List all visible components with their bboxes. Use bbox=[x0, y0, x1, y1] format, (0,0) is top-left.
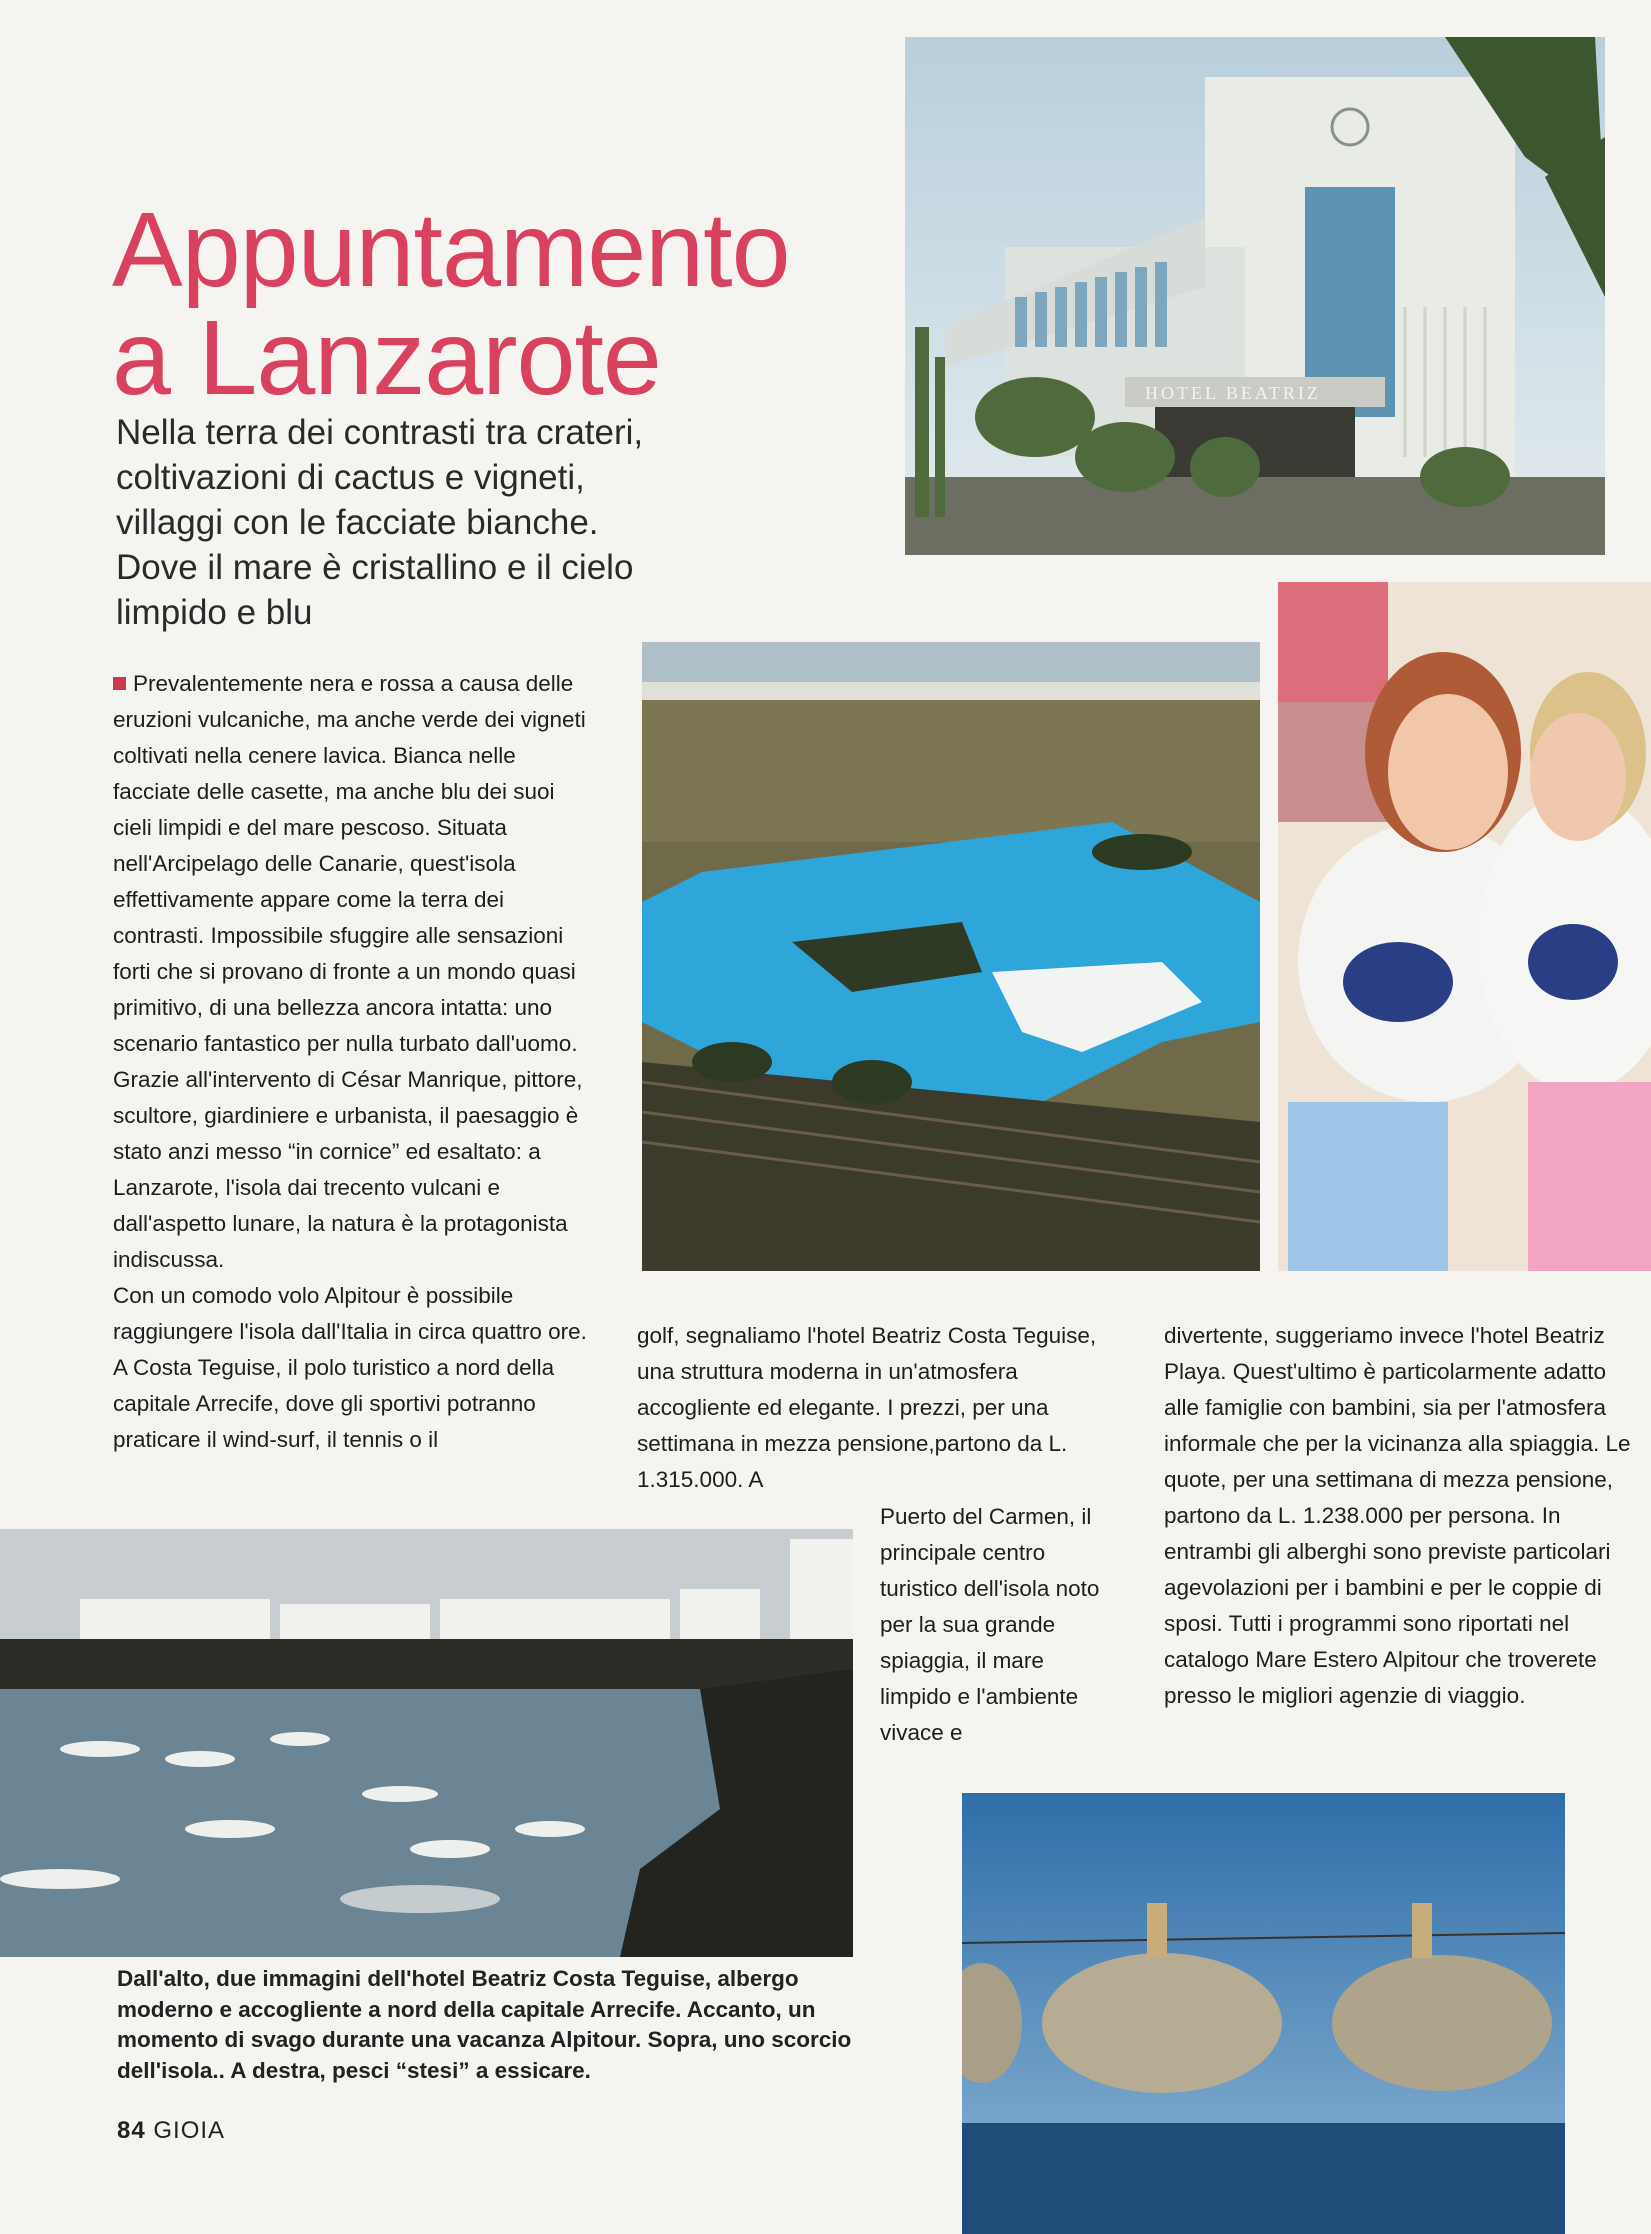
article-subtitle: Nella terra dei contrasti tra crateri, coltivazioni di cactus e vigneti, villaggi con le facciate bianche. Dove il mare è cristallino e il cielo limpido e blu bbox=[116, 413, 644, 632]
harbour-photo bbox=[0, 1529, 853, 1957]
paragraph-1 bbox=[113, 666, 593, 1278]
square-bullet-icon bbox=[113, 677, 126, 690]
hotel-sign-text: HOTEL BEATRIZ bbox=[1145, 383, 1321, 403]
article-title bbox=[112, 191, 912, 417]
page-footer bbox=[117, 2117, 225, 2145]
title-line-2: a Lanzarote bbox=[112, 299, 661, 417]
drying-fish-photo bbox=[962, 1793, 1565, 2234]
body-column-1 bbox=[113, 666, 593, 1458]
magazine-name: GIOIA bbox=[153, 2117, 226, 2144]
two-girls-photo bbox=[1278, 582, 1651, 1271]
body-column-3: divertente, suggeriamo invece l'hotel Beatriz Playa. Quest'ultimo è particolarmente adatto alle famiglie con bambini, sia per l'atmosfera informale che per la vicinanza alla spiaggia. Le quote, per una settimana di mezza pensione, partono da L. 1.238.000 per persona. In entrambi gli alberghi sono previste particolari agevolazioni per i bambini e per le coppie di sposi. Tutti i programmi sono riportati nel catalogo Mare Estero Alpitour che troverete presso le migliori agenzie di viaggio. bbox=[1164, 1323, 1631, 1708]
paragraph-2: Con un comodo volo Alpitour è possibile raggiungere l'isola dall'Italia in circa quattro ore. A Costa Teguise, il polo turistico a nord della capitale Arrecife, dove gli sportivi potranno praticare il wind-surf, il tennis o il bbox=[113, 1283, 587, 1452]
paragraph-1-text: Prevalentemente nera e rossa a causa delle eruzioni vulcaniche, ma anche verde dei vigneti coltivati nella cenere lavica. Bianca nelle facciate delle casette, ma anche blu dei suoi cieli limpidi e del mare pescoso. Situata nell'Arcipelago delle Canarie, quest'isola effettivamente appare come la terra dei contrasti. Impossibile sfuggire alle sensazioni forti che si provano di fronte a un mondo quasi primitivo, di una bellezza ancora intatta: uno scenario fantastico per nulla turbato dall'uomo. Grazie all'intervento di César Manrique, pittore, scultore, giardiniere e urbanista, il paesaggio è stato anzi messo “in cornice” ed esaltato: a Lanzarote, l'isola dai trecento vulcani e dall'aspetto lunare, la natura è la protagonista indiscussa. bbox=[113, 671, 586, 1272]
body-column-2-top: golf, segnaliamo l'hotel Beatriz Costa Teguise, una struttura moderna in un'atmosfera accogliente ed elegante. I prezzi, per una settimana in mezza pensione,partono da L. 1.315.000. A bbox=[637, 1323, 1097, 1492]
body-column-2-bottom: Puerto del Carmen, il principale centro turistico dell'isola noto per la sua grande spiaggia, il mare limpido e l'ambiente vivace e bbox=[880, 1504, 1100, 1745]
hotel-exterior-photo bbox=[905, 37, 1605, 555]
photo-caption: Dall'alto, due immagini dell'hotel Beatriz Costa Teguise, albergo moderno e accogliente a nord della capitale Arrecife. Accanto, un momento di svago durante una vacanza Alpitour. Sopra, uno scorcio dell'isola.. A destra, pesci “stesi” a essicare. bbox=[117, 1966, 852, 2083]
pool-aerial-photo bbox=[642, 642, 1260, 1271]
page-number: 84 bbox=[117, 2117, 146, 2144]
title-line-1: Appuntamento bbox=[112, 191, 790, 309]
